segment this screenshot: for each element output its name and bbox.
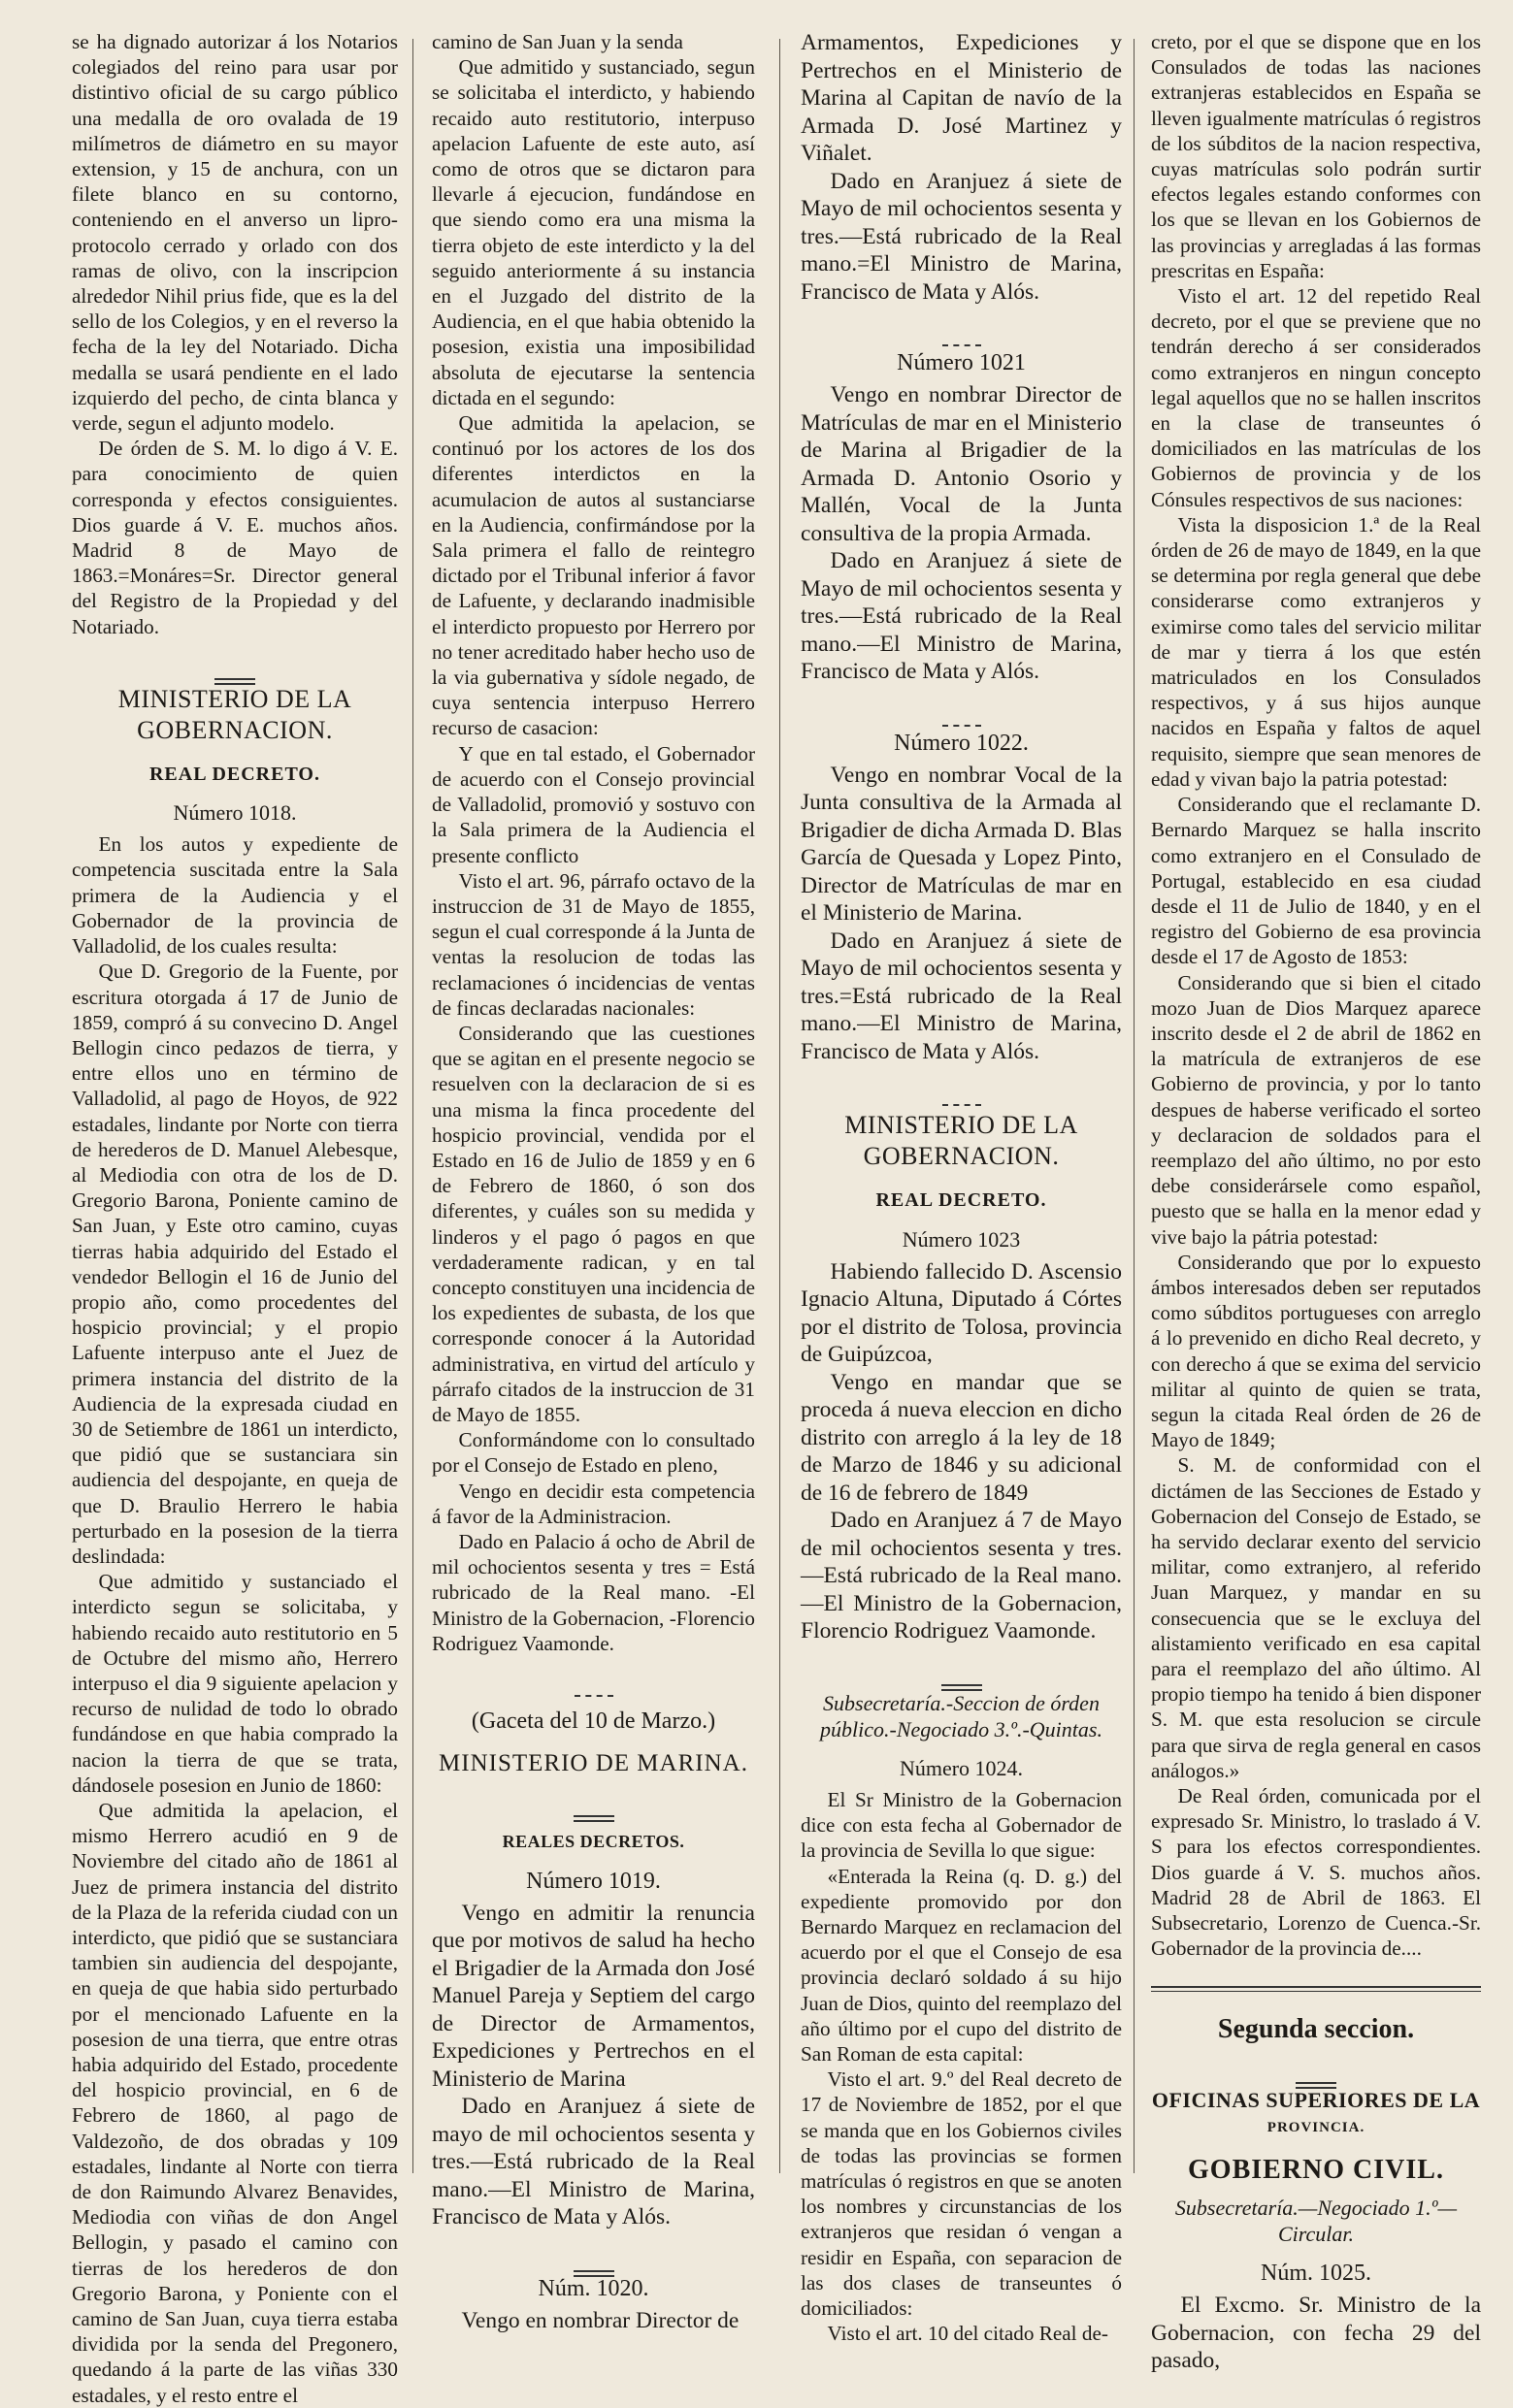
separator (432, 1677, 755, 1687)
ministry-heading: MINISTERIO DE MARINA. (439, 1750, 748, 1777)
column-rule (779, 39, 780, 2173)
paragraph: El Sr Ministro de la Gobernacion dice con esta fecha al Gobernador de la provincia de Sevilla lo que sigue: (801, 1788, 1122, 1863)
paragraph: Vengo en nombrar Director de (461, 2308, 740, 2334)
section-rule (1151, 1986, 1481, 1992)
decree-number: Número 1024. (899, 1755, 1024, 1780)
separator (801, 707, 1122, 717)
section-heading: Segunda seccion. (1217, 2014, 1415, 2045)
paragraph: Visto el art. 96, párrafo octavo de la instruccion de 31 de Mayo de 1855, segun el cual corresponde á la Junta de ventas la resolucion de todas las reclamaciones ó incidencias de ventas de fincas declaradas nacionales: (432, 868, 755, 1020)
paragraph: Considerando que las cuestiones que se agitan en el presente negocio se resuelven con la declaracion de si es una misma la finca procedente del hospicio provincial, vendida por el Estado en 16 de Julio de 1859 y en 6 de Febrero de 1860, ó son dos diferentes, y cuáles son su medida y linderos y el pago ó pagos en que verdaderamente radican, y en tal concepto constituyen una incidencia de los expedientes de subasta, de los que corresponde conocer á la Autoridad administrativa, en virtud del artículo y párrafo citados de la instruccion de 31 de Mayo de 1855. (432, 1021, 755, 1426)
paragraph: Que D. Gregorio de la Fuente, por escritura otorgada á 17 de Junio de 1859, compró á su convecino D. Angel Bellogin cinco pedazos de tierra, y entre ellos uno en término de Valladolid, al pago de Hoyos, de 922 estadales, lindante por Norte con tierra de herederos de D. Manuel Alebesque, al Mediodia con otra de los de D. Gregorio Barona, Poniente camino de San Juan, y Este otro camino, cuyas tierras habia adquirido del Estado el vendedor Bellogin el 16 de Junio del propio año, como procedentes del hospicio provincial; y el propio Lafuente interpuso ante el Juez de primera instancia del distrito de la Audiencia de la expresada ciudad en 30 de Setiembre de 1861 un interdicto, que pidió que se sustanciara sin audiencia del despojante, en queja de que D. Braulio Herrero le habia perturbado en la posesion de la tierra deslindada: (72, 960, 398, 1568)
paragraph: Visto el art. 12 del repetido Real decreto, por el que se previene que no tendrán derecho á ser considerados como extranjeros en ningun concepto legal aquellos que no se hallen inscritos en la clase de transeuntes ó domiciliados en las matrículas de los Gobiernos de provincia y de los Cónsules respectivos de sus naciones: (1151, 284, 1481, 511)
paragraph: Visto el art. 10 del citado Real de- (827, 2322, 1108, 2346)
paragraph: se ha dignado autorizar á los Notarios colegiados del reino para usar por distintivo oficial de su cargo público una medalla de oro ovalada de 19 milímetros de diámetro en su mayor extension, y 15 de anchura, con un filete blanco en su contorno, conteniendo en el anverso un lipro-protocolo cerrado y orlado con dos ramas de olivo, con la inscripcion alrededor Nihil prius fide, que es la del sello de los Colegios, y en el reverso la fecha de la ley del Notariado. Dicha medalla se usará pendiente en el lado izquierdo del pecho, de cinta blanca y verde, segun el adjunto modelo. (72, 30, 398, 436)
column-2 (432, 29, 755, 2334)
decree-number: Núm. 1020. (538, 2275, 649, 2301)
section-subheading: Subsecretaría.—Negociado 1.º— Circular. (1174, 2196, 1458, 2247)
separator (801, 1667, 1122, 1676)
decree-heading: REAL DECRETO. (148, 763, 320, 785)
column-rule (1134, 39, 1135, 2173)
separator (72, 661, 398, 670)
paragraph: Dado en Palacio á ocho de Abril de mil ochocientos sesenta y tres = Está rubricado de la Real mano. -El Ministro de la Gobernacion, -Florencio Rodriguez Vaamonde. (432, 1529, 755, 1655)
paragraph: Habiendo fallecido D. Ascensio Ignacio Altuna, Diputado á Córtes por el distrito de Tolosa, provincia de Guipúzcoa, (801, 1258, 1122, 1368)
paragraph: Vengo en nombrar Director de Matrículas de mar en el Ministerio de Marina al Brigadier de la Armada D. Antonio Osorio y Mallén, Vocal de la Junta consultiva de la propia Armada. (801, 382, 1122, 546)
paragraph: Que admitida la apelacion, el mismo Herrero acudió en 9 de Noviembre del citado año de 1861 al Juez de primera instancia del distrito de la Plaza de la referida ciudad con un interdicto, que pidió que se sustanciara tambien sin audiencia del despojante, en queja de que habia sido perturbado por el mencionado Lafuente en la posesion de una tierra, que entre otras habia adquirido del Estado, procedente del hospicio provincial, en 6 de Febrero de 1860, al pago de Valdezoño, de dos obradas y 109 estadales, lindante al Norte con tierra de don Raimundo Alvarez Benavides, Mediodia con viñas de don Angel Bellogin, y pasado el camino con tierras de los herederos de don Gregorio Barona, y Poniente con el camino de San Juan, cuya tierra estaba dividida por la senda del Pregonero, quedando á la parte de las viñas 330 estadales, y el resto entre el (72, 1799, 398, 2407)
column-1 (72, 29, 398, 2407)
decree-number: Núm. 1025. (1261, 2261, 1371, 2287)
gazette-note: (Gaceta del 10 de Marzo.) (471, 1708, 716, 1734)
paragraph: Dado en Aranjuez á siete de Mayo de mil ochocientos sesenta y tres.=Está rubricado de la Real mano.—El Ministro de Marina, Francisco de Mata y Alós. (801, 927, 1122, 1064)
paragraph: Visto el art. 9.º del Real decreto de 17 de Noviembre de 1852, por el que se manda que en los Gobiernos civiles de todas las provincias se formen matrículas ó registros en que se anoten los nombres y circunstancias de los extranjeros que residan ó vengan a residir en España, con separacion de las dos clases de transeuntes ó domiciliados: (801, 2067, 1122, 2321)
paragraph: S. M. de conformidad con el dictámen de las Secciones de Estado y Gobernacion del Consejo de Estado, se ha servido declarar exento del servicio militar, como extranjero, al referido Juan Marquez, y mandar en su consecuencia que se le excluya del alistamiento verificado en esa capital para el reemplazo del año último. Al propio tiempo ha tenido á bien disponer S. M. que esta resolucion se circule para que sirva de regla general en casos análogos.» (1151, 1453, 1481, 1782)
column-4 (1151, 29, 1481, 2374)
paragraph: Que admitido y sustanciado, segun se solicitaba el interdicto, y habiendo recaido auto restitutorio, interpuso apelacion Lafuente de este auto, así como de otros que se dictaron para llevarle á ejecucion, fundándose en que siendo como era una misma la tierra objeto de este interdicto y la del seguido anteriormente á su instancia en el Juzgado del distrito de la Audiencia, en el que habia obtenido la posesion, existia una imposibilidad absoluta de ejecutarse la sentencia dictada en el segundo: (432, 55, 755, 409)
paragraph: Dado en Aranjuez á siete de Mayo de mil ochocientos sesenta y tres.—Está rubricado de la Real mano.=El Ministro de Marina, Francisco de Mata y Alós. (801, 168, 1122, 305)
paragraph: Conformándome con lo consultado por el Consejo de Estado en pleno, (432, 1428, 755, 1478)
decree-number: Número 1022. (894, 730, 1029, 756)
decree-heading: REAL DECRETO. (875, 1189, 1047, 1212)
separator (432, 2253, 755, 2262)
paragraph: Considerando que si bien el citado mozo Juan de Dios Marquez aparece inscrito desde el 2 de abril de 1862 en la matrícula de extranjeros de ese Gobierno de provincia, y por lo tanto despues de haberse verificado el sorteo y declaracion de soldados para el reemplazo del año último, no por esto debe considerársele como español, puesto que se halla en la menor edad y vive bajo la pátria potestad: (1151, 970, 1481, 1249)
paragraph: Vengo en admitir la renuncia que por motivos de salud ha hecho el Brigadier de la Armada don José Manuel Pareja y Septiem del cargo de Director de Armamentos, Expediciones y Pertrechos en el Ministerio de Marina (432, 1900, 755, 2092)
paragraph: De órden de S. M. lo digo á V. E. para conocimiento de quien corresponda y efectos consiguientes. Dios guarde á V. E. muchos años. Madrid 8 de Mayo de 1863.=Monáres=Sr. Director general del Registro de la Propiedad y del Notariado. (72, 437, 398, 638)
paragraph: Que admitido y sustanciado el interdicto segun se solicitaba, y habiendo recaido auto restitutorio en 5 de Octubre del mismo año, Herrero interpuso el dia 9 siguiente apelacion y recurso de nulidad de todo lo obrado fundándose en que habia comprado la nacion la tierra de que se trata, dándosele posesion en Junio de 1860: (72, 1570, 398, 1797)
ministry-heading: MINISTERIO DE LA GOBERNACION. (844, 1111, 1078, 1171)
government-heading: GOBIERNO CIVIL. (1188, 2155, 1444, 2186)
paragraph: camino de San Juan y la senda (432, 30, 683, 53)
paragraph: Vista la disposicion 1.ª de la Real órden de 26 de mayo de 1849, en la que se determina por regla general que debe considerarse como extranjeros y eximirse como tales del servicio militar de mar y tierra á los que estén matriculados en los Consulados respectivos, y á sus hijos aunque nacidos en España y faltos de aquel requisito, siempre que sean menores de edad y vivan bajo la patria potestad: (1151, 512, 1481, 791)
separator (801, 327, 1122, 337)
decree-number: Número 1018. (173, 800, 297, 826)
paragraph: Que admitida la apelacion, se continuó por los actores de los dos diferentes interdictos en la acumulacion de autos al sustanciarse en la Audiencia, confirmándose por la Sala primera el fallo de reintegro dictado por el Tribunal inferior á favor de Lafuente, y declarando inadmisible el interdicto propuesto por Herrero por no tener acreditado haber hecho uso de la via gubernativa y sídole negado, de cuya sentencia interpuso Herrero recurso de casacion: (432, 411, 755, 740)
paragraph: Considerando que por lo expuesto ámbos interesados deben ser reputados como súbditos portugueses con arreglo á lo prevenido en dicho Real decreto, y con derecho á que se exima del servicio militar al quinto de quien se trata, segun la citada Real órden de 26 de Mayo de 1849; (1151, 1250, 1481, 1452)
paragraph: Armamentos, Expediciones y Pertrechos en el Ministerio de Marina al Capitan de navío de la Armada D. José Martinez y Viñalet. (801, 30, 1122, 166)
decrees-heading: REALES DECRETOS. (502, 1832, 685, 1852)
section-subheading: Subsecretaría.-Seccion de órden público.-Negociado 3.º.-Quintas. (820, 1690, 1102, 1741)
column-3 (801, 29, 1122, 2346)
paragraph: «Enterada la Reina (q. D. g.) del expediente promovido por don Bernardo Marquez en reclamacion del acuerdo por el que el Consejo de esa provincia declaró soldado á su hijo Juan de Dios, quinto del reemplazo del año último por el cupo del distrito de San Roman de esta capital: (801, 1864, 1122, 2066)
decree-number: Número 1023 (902, 1226, 1021, 1252)
paragraph: creto, por el que se dispone que en los Consulados de todas las naciones extranjeras establecidos en España se lleven igualmente matrículas ó registros de los súbditos de la nacion respectiva, cuyas matrículas solo podrán surtir efectos legales estando conformes con los que se llevan en los Gobiernos de las provincias y arregladas á las formas prescritas en España: (1151, 30, 1481, 282)
paragraph: Considerando que el reclamante D. Bernardo Marquez se halla inscrito como extranjero en el Consulado de Portugal, establecido en esa ciudad desde el 11 de Julio de 1840, y en el registro del Gobierno de esa provincia desde el 17 de Agosto de 1853: (1151, 793, 1481, 969)
paragraph: Vengo en decidir esta competencia á favor de la Administracion. (432, 1479, 755, 1528)
paragraph: De Real órden, comunicada por el expresado Sr. Ministro, lo traslado á V. S para los efectos correspondientes. Dios guarde á V. S. muchos años. Madrid 28 de Abril de 1863. El Subsecretario, Lorenzo de Cuenca.-Sr. Gobernador de la provincia de.... (1151, 1784, 1481, 1961)
decree-number: Número 1019. (526, 1868, 661, 1894)
paragraph: Dado en Aranjuez á siete de mayo de mil ochocientos sesenta y tres.—Está rubricado de la Real mano.—El Ministro de Marina, Francisco de Mata y Alós. (432, 2094, 755, 2230)
separator (432, 1798, 755, 1807)
paragraph: Y que en tal estado, el Gobernador de acuerdo con el Consejo provincial de Valladolid, promovió y sostuvo con la Sala primera de la Audiencia el presente conflicto (432, 741, 755, 867)
separator (801, 1087, 1122, 1096)
decree-number: Número 1021 (897, 350, 1026, 375)
paragraph: Vengo en nombrar Vocal de la Junta consultiva de la Armada al Brigadier de dicha Armada D. Blas García de Quesada y Lopez Pinto, Director de Matrículas de mar en el Ministerio de Marina. (801, 762, 1122, 927)
paragraph: Dado en Aranjuez á 7 de Mayo de mil ochocientos sesenta y tres.—Está rubricado de la Real mano.—El Ministro de la Gobernacion, Florencio Rodriguez Vaamonde. (801, 1508, 1122, 1644)
paragraph: Vengo en mandar que se proceda á nueva eleccion en dicho distrito con arreglo á la ley de 18 de Marzo de 1846 y su adicional de 16 de febrero de 1849 (801, 1369, 1122, 1506)
column-rule (412, 39, 413, 2173)
paragraph: En los autos y expediente de competencia suscitada entre la Sala primera de la Audiencia y el Gobernador de la provincia de Valladolid, de los cuales resulta: (72, 832, 398, 959)
offices-heading: OFICINAS SUPERIORES DE LA (1151, 2087, 1481, 2112)
separator (1151, 2065, 1481, 2074)
paragraph: Dado en Aranjuez á siete de Mayo de mil ochocientos sesenta y tres.—Está rubricado de la Real mano.—El Ministro de Marina, Francisco de Mata y Alós. (801, 548, 1122, 685)
paragraph: El Excmo. Sr. Ministro de la Gobernacion, con fecha 29 del pasado, (1151, 2293, 1481, 2374)
ministry-heading: MINISTERIO DE LA GOBERNACION. (117, 684, 352, 744)
province-heading: PROVINCIA. (1266, 2119, 1365, 2135)
